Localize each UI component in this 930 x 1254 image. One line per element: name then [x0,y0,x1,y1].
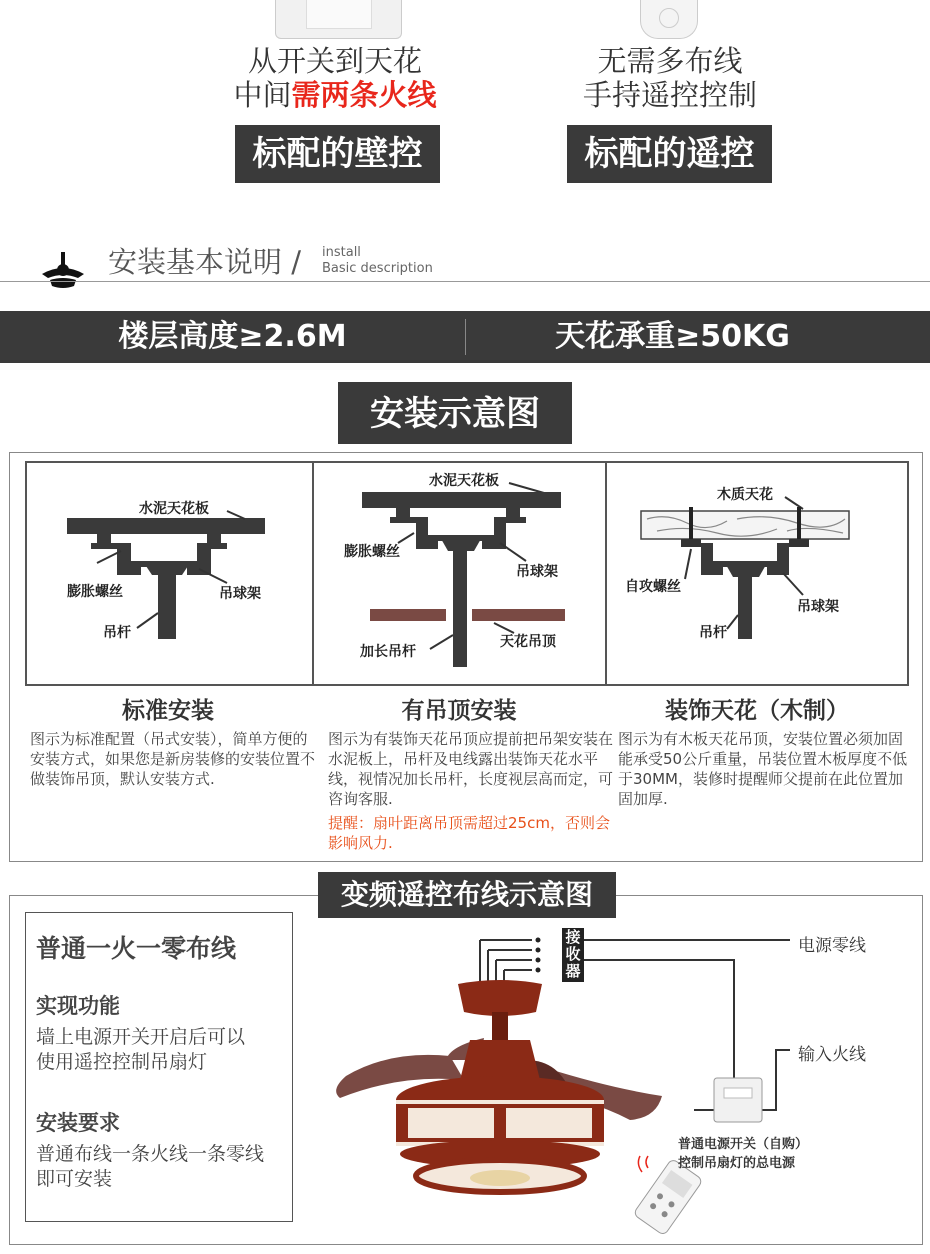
hanging-rod [158,573,176,639]
suspended-ceiling-diagram [314,463,605,684]
suspended-ceiling-left [370,609,446,621]
requirement-text-1: 普通布线一条火线一条零线 [36,1143,265,1165]
label-bracket-3: 吊球架 [797,599,839,615]
remote-control-image [640,0,698,39]
install-header-en2: Basic description [322,261,433,276]
wood-ceiling-diagram [607,463,907,684]
remote-control-line1: 无需多布线 [597,44,743,78]
remote-control-tag: 标配的遥控 [567,125,772,183]
function-text-2: 使用遥控控制吊扇灯 [36,1051,208,1073]
suspended-install-warning: 提醒：扇叶距离吊顶需超过25cm，否则会影响风力. [328,814,610,852]
remote-control-line2: 手持遥控控制 [582,78,757,112]
floor-height-req: 楼层高度≥2.6M [118,319,347,354]
wiring-diagram [300,920,910,1240]
install-header-title: 安装基本说明 / [108,245,301,279]
wood-install-title: 装饰天花（木制） [665,698,849,724]
ceiling-fan-icon [36,250,90,292]
label-rod-2: 加长吊杆 [360,644,416,660]
install-diagram-title: 安装示意图 [338,382,572,444]
wood-install-text: 图示为有木板天花吊顶，安装位置必须加固能承受50公斤重量，吊装位置木板厚度不低于30MM，装修时提醒师父提前在此位置加固加厚. [618,730,908,808]
suspended-install-text: 图示为有装饰天花吊顶应提前把吊架安装在水泥板上，吊杆及电线露出装饰天花水平线，视情况加长吊杆，长度视层高而定，可咨询客服. [328,730,614,808]
label-slab-3: 木质天花 [717,487,773,503]
live-line-label: 输入火线 [798,1045,866,1065]
standard-install-title: 标准安装 [122,698,214,724]
neutral-line-label: 电源零线 [798,936,866,956]
install-header-en1: install [322,245,361,260]
label-bracket-1: 吊球架 [219,586,261,602]
label-rod-1: 吊杆 [103,625,131,641]
concrete-slab-2 [362,492,561,508]
wiring-title: 变频遥控布线示意图 [318,872,616,918]
wood-board [641,511,849,539]
label-rod-3: 吊杆 [699,625,727,641]
hanging-rod-3 [738,575,752,639]
wall-control-highlight: 需两条火线 [291,78,437,112]
switch-note-1: 普通电源开关（自购） [678,1137,809,1152]
receiver-label: 接收器 [565,928,581,980]
fan-motor-housing [460,1040,540,1080]
requirement-text-2: 即可安装 [36,1168,113,1190]
requirement-title: 安装要求 [36,1111,120,1135]
fan-canopy [458,980,542,1016]
label-bolt-2: 膨胀螺丝 [344,544,400,560]
wall-switch-image [275,0,402,39]
label-slab-1: 水泥天花板 [139,501,209,517]
function-title: 实现功能 [36,994,120,1018]
label-bracket-2: 吊球架 [516,564,558,580]
requirements-bar [0,311,930,363]
standard-install-diagram [27,463,312,684]
wall-control-line2: 中间需两条火线 [233,78,437,112]
concrete-slab [67,518,265,534]
ceiling-load-req: 天花承重≥50KG [555,319,790,354]
wall-control-desc [200,44,470,112]
label-bolt-1: 膨胀螺丝 [67,584,123,600]
switch-note-2: 控制吊扇灯的总电源 [678,1156,796,1171]
install-header-divider [0,281,930,282]
label-bolt-3: 自攻螺丝 [625,579,681,595]
wall-control-tag: 标配的壁控 [235,125,440,183]
wall-control-line1: 从开关到天花 [247,44,422,78]
suspended-ceiling-right [472,609,565,621]
wall-switch [714,1078,762,1122]
standard-install-text: 图示为标准配置（吊式安装），简单方便的安装方式，如果您是新房装修的安装位置不做装饰吊顶，默认安装方式. [30,730,316,788]
remote-control-desc [535,44,805,112]
label-ceiling-2: 天花吊顶 [500,634,556,650]
function-text-1: 墙上电源开关开启后可以 [36,1026,246,1048]
label-slab-2: 水泥天花板 [429,473,499,489]
wiring-heading: 普通一火一零布线 [36,934,237,963]
extended-rod [453,549,467,667]
suspended-install-title: 有吊顶安装 [401,698,517,724]
